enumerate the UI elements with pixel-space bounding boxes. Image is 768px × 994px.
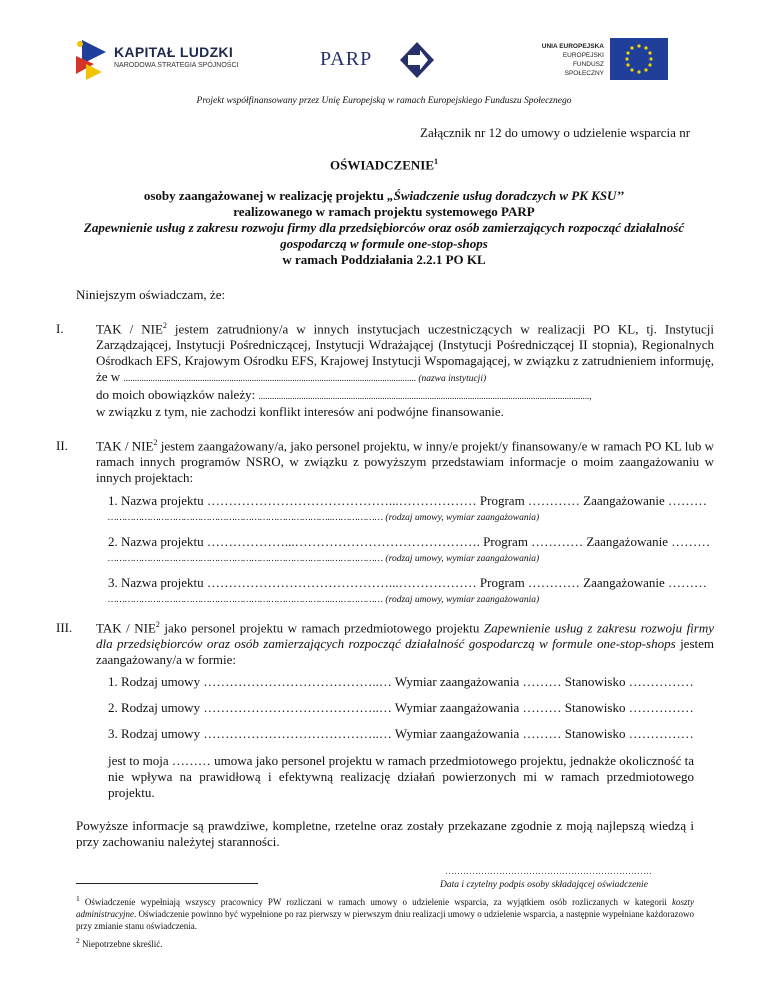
section-3-project-name: Zapewnienie usług z zakresu rozwoju firmy dla przedsiębiorców oraz osób zamierzających rozpocząć działalność gospodarczą w formule one-stop-shops	[96, 620, 715, 652]
subtitle-line-4: gospodarczą w formule one-stop-shops	[280, 236, 488, 251]
subtitle-line-5: w ramach Poddziałania 2.2.1 PO KL	[282, 252, 486, 267]
signature-line[interactable]: ……………………………………………………………	[445, 866, 652, 876]
footnote-1-number: 1	[76, 894, 80, 903]
subtitle-line-1: osoby zaangażowanej w realizację projektu	[143, 188, 388, 203]
project-name: „Świadczenie usług doradczych w PK KSU’’	[387, 188, 625, 203]
footnote-ref: 1	[434, 157, 439, 166]
duties-fill-line[interactable]: ...................................................................................................................................................,	[258, 391, 592, 402]
footnote-1-text-end: . Oświadczenie powinno być wypełnione po raz pierwszy w pierwszym dniu realizacji umowy o udzielenie wsparcia, a następnie wypełniane każdorazowo przy zmianie stanu oświadczenia.	[76, 909, 694, 931]
kapital-ludzki-subtitle: NARODOWA STRATEGIA SPÓJNOŚCI	[114, 62, 239, 69]
project-entry-2[interactable]: 2. Nazwa projektu ………………...……………………………………. Program ………… Zaangażowanie ………	[108, 534, 711, 549]
kapital-ludzki-emblem-icon	[72, 34, 110, 80]
footnote-divider	[76, 883, 258, 884]
signature-caption: Data i czytelny podpis osoby składającej oświadczenie	[440, 880, 648, 890]
section-3-number: III.	[56, 620, 73, 636]
footnote-ref: 2	[155, 620, 160, 629]
parp-logo	[320, 42, 440, 82]
footnote-2-number: 2	[76, 936, 80, 945]
annex-label: Załącznik nr 12 do umowy o udzielenie wsparcia nr	[420, 125, 691, 140]
declaration-subtitle	[60, 188, 708, 268]
footnote-1-italic: koszty administracyjne	[76, 897, 694, 919]
declaration-title-text: OŚWIADCZENIE	[329, 157, 435, 173]
footnote-2-text: Niepotrzebne skreślić.	[79, 939, 163, 949]
subtitle-line-3: Zapewnienie usług z zakresu rozwoju firmy dla przedsiębiorców oraz osób zamierzających rozpocząć działalność	[83, 220, 685, 235]
section-3-text-end: jestem zaangażowany/a w formie:	[96, 636, 715, 668]
section-2-number: II.	[56, 438, 68, 454]
employment-entry-3[interactable]: 3. Rodzaj umowy …………………………………..… Wymiar zaangażowania ……… Stanowisko ……………	[108, 726, 694, 741]
footnote-ref: 2	[162, 321, 167, 330]
duties-label: do moich obowiązków należy:	[96, 387, 259, 403]
eu-flag-icon	[610, 38, 668, 80]
project-entry-3[interactable]: 3. Nazwa projektu ……………………………………...……………… Program ………… Zaangażowanie ………	[108, 575, 707, 590]
footnote-2	[76, 935, 694, 950]
parp-wordmark: PARP	[320, 48, 373, 70]
project-entry-3-sub[interactable]: ……………………………………………………………………..……………… (rodzaj umowy, wymiar zaangażowania)	[108, 595, 540, 605]
tak-nie-option: TAK / NIE	[96, 620, 156, 636]
closing-statement: Powyższe informacje są prawdziwe, kompletne, rzetelne oraz zostały przekazane zgodnie z moją najlepszą wiedzą i przy zachowaniu należytej staranności.	[76, 818, 694, 849]
section-1-number: I.	[56, 321, 64, 337]
footnote-ref: 2	[153, 438, 158, 447]
section-1-text: jestem zatrudniony/a w innych instytucjach uczestniczących w realizacji PO KL, tj. Instytucji Zarządzającej, Instytucji Pośredniczącej, Instytucji Wdrażającej (Instytucji Pośredniczącej II stopnia), Regionalnych Ośrodkach EFS, Krajowym Ośrodku EFS, Krajowej Instytucji Wspomagającej, w związku z zatrudnieniem informuję, że w	[96, 321, 714, 385]
employment-entry-2[interactable]: 2. Rodzaj umowy …………………………………..… Wymiar zaangażowania ……… Stanowisko ……………	[108, 700, 694, 715]
tak-nie-option: TAK / NIE	[96, 438, 154, 454]
subtitle-line-2: realizowanego w ramach projektu systemowego PARP	[233, 204, 535, 219]
section-3-tail: jest to moja ……… umowa jako personel projektu w ramach przedmiotowego projektu, jednakże okoliczność ta nie wpływa na prawidłową i efektywną realizację działań powierzonych mi w ramach przedmiotowego projektu.	[108, 753, 694, 800]
institution-fill-line[interactable]: ..................................................................................................................................	[123, 373, 416, 384]
section-2-text: jestem zaangażowany/a, jako personel projektu, w inny/e projekt/y finansowany/e w ramach PO KL lub w ramach innych programów NSRO, w związku z powyższym przedstawiam informacje o moim zaangażowaniu w innych projektach:	[96, 438, 715, 486]
section-2	[56, 435, 715, 486]
project-entry-1-sub[interactable]: ……………………………………………………………………..……………… (rodzaj umowy, wymiar zaangażowania)	[108, 513, 540, 523]
eu-efs-logo	[538, 38, 670, 88]
project-entry-2-sub[interactable]: ……………………………………………………………………..……………… (rodzaj umowy, wymiar zaangażowania)	[108, 554, 540, 564]
kapital-ludzki-title: KAPITAŁ LUDZKI	[114, 44, 234, 60]
footnote-1-text: Oświadczenie wypełniają wszyscy pracownicy PW rozliczani w ramach umowy o udzielenie wsparcia, za wyjątkiem osób rozliczanych w kategorii	[79, 897, 672, 907]
institution-note: (nazwa instytucji)	[415, 374, 487, 385]
eu-line-1: UNIA EUROPEJSKA	[541, 43, 604, 50]
employment-entry-1[interactable]: 1. Rodzaj umowy …………………………………..… Wymiar zaangażowania ……… Stanowisko ……………	[108, 674, 694, 689]
eu-line-2: EUROPEJSKI	[562, 52, 604, 59]
section-3-text: jako personel projektu w ramach przedmiotowego projektu	[159, 620, 484, 636]
footnote-1	[76, 893, 694, 932]
declaration-title	[0, 157, 768, 173]
section-1	[56, 318, 714, 420]
tak-nie-option: TAK / NIE	[96, 321, 163, 337]
project-entry-1[interactable]: 1. Nazwa projektu ……………………………………...……………… Program ………… Zaangażowanie ………	[108, 493, 707, 508]
section-3	[56, 617, 715, 668]
cofinancing-note: Projekt współfinansowany przez Unię Europejską w ramach Europejskiego Funduszu Społecznego	[196, 96, 572, 106]
section-1-conclusion: w związku z tym, nie zachodzi konflikt interesów ani podwójne finansowanie.	[96, 404, 504, 420]
kapital-ludzki-logo	[72, 34, 244, 86]
eu-line-3: FUNDUSZ SPOŁECZNY	[564, 61, 604, 77]
parp-emblem-icon	[400, 42, 434, 78]
lead-text: Niniejszym oświadczam, że:	[76, 287, 226, 302]
eu-efs-text	[538, 42, 604, 78]
